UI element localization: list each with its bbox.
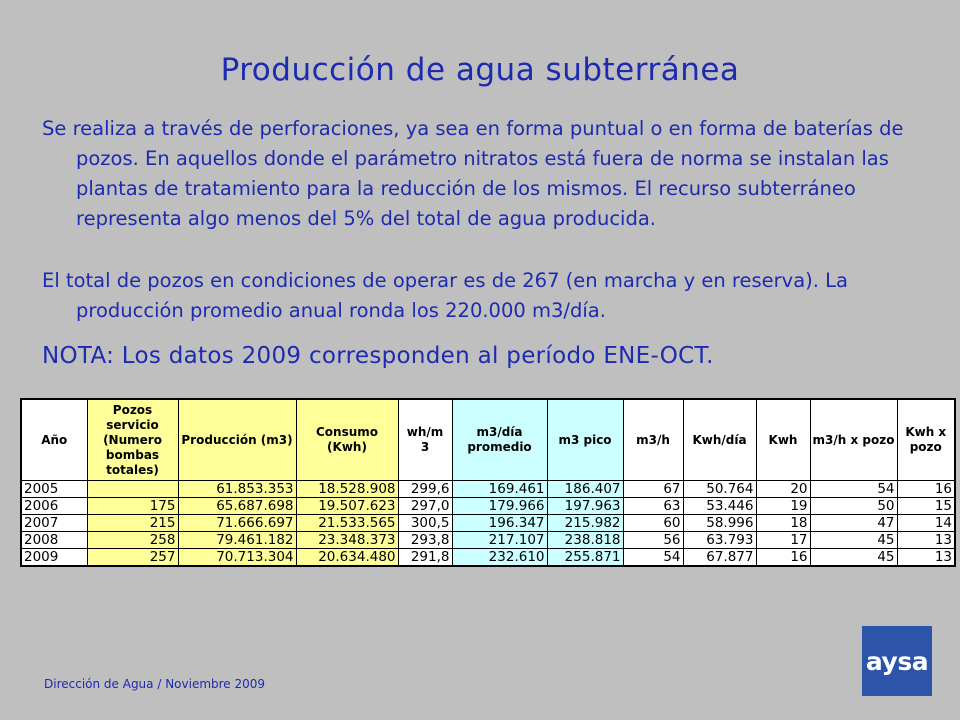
table-cell: 232.610 [452,549,547,567]
table-cell: 257 [87,549,178,567]
table-cell: 65.687.698 [178,498,296,515]
table-cell: 56 [623,532,683,549]
header-m3-pico: m3 pico [547,399,623,481]
intro-paragraph: Se realiza a través de perforaciones, ya sea en forma puntual o en forma de baterías de pozos. En aquellos donde el parámetro nitratos está fuera de norma se instalan las plantas de tratamiento para la reducción de los mismos. El recurso subterráneo representa algo menos del 5% del total de agua producida. [42,117,904,230]
page-title: Producción de agua subterránea [220,52,740,88]
table-row [21,549,955,567]
table-cell: 61.853.353 [178,481,296,498]
table-cell: 53.446 [683,498,756,515]
production-table [20,398,956,567]
table-cell: 47 [810,515,897,532]
table-cell: 2008 [21,532,87,549]
table-cell: 217.107 [452,532,547,549]
table-cell: 63.793 [683,532,756,549]
table-cell: 20.634.480 [296,549,398,567]
header-kwh: Kwh [756,399,810,481]
header-consumo: Consumo (Kwh) [296,399,398,481]
table-header-row [21,399,955,481]
table-cell: 50.764 [683,481,756,498]
table-cell: 291,8 [398,549,452,567]
table-cell: 54 [623,549,683,567]
table-cell: 17 [756,532,810,549]
table-cell: 258 [87,532,178,549]
table-cell: 20 [756,481,810,498]
table-cell: 15 [897,498,955,515]
table-cell: 297,0 [398,498,452,515]
table-cell: 197.963 [547,498,623,515]
header-m3-h: m3/h [623,399,683,481]
table-cell: 2006 [21,498,87,515]
table-row [21,481,955,498]
table-cell: 293,8 [398,532,452,549]
table-cell: 13 [897,549,955,567]
header-pozos: Pozos servicio (Numero bombas totales) [87,399,178,481]
table-cell: 23.348.373 [296,532,398,549]
table-cell: 179.966 [452,498,547,515]
table-cell: 45 [810,532,897,549]
table-row [21,515,955,532]
table-cell: 71.666.697 [178,515,296,532]
table-cell: 79.461.182 [178,532,296,549]
table-row [21,498,955,515]
table-cell: 19 [756,498,810,515]
header-wh-m3: wh/m 3 [398,399,452,481]
table-cell: 175 [87,498,178,515]
header-m3-dia: m3/día promedio [452,399,547,481]
header-kwh-dia: Kwh/día [683,399,756,481]
table-cell: 50 [810,498,897,515]
table-cell: 16 [897,481,955,498]
header-m3h-pozo: m3/h x pozo [810,399,897,481]
table-cell: 18 [756,515,810,532]
table-cell: 215 [87,515,178,532]
table-cell: 18.528.908 [296,481,398,498]
table-cell [87,481,178,498]
table-cell: 169.461 [452,481,547,498]
table-cell: 54 [810,481,897,498]
table-cell: 14 [897,515,955,532]
wells-paragraph: El total de pozos en condiciones de operar es de 267 (en marcha y en reserva). La producción promedio anual ronda los 220.000 m3/día. [42,269,848,322]
table-cell: 70.713.304 [178,549,296,567]
table-cell: 63 [623,498,683,515]
footer-text: Dirección de Agua / Noviembre 2009 [44,677,266,691]
aysa-logo: aysa [862,626,932,696]
table-cell: 238.818 [547,532,623,549]
table-cell: 196.347 [452,515,547,532]
table-cell: 299,6 [398,481,452,498]
table-cell: 21.533.565 [296,515,398,532]
table-cell: 67 [623,481,683,498]
table-cell: 255.871 [547,549,623,567]
table-cell: 67.877 [683,549,756,567]
note-text: NOTA: Los datos 2009 corresponden al período ENE-OCT. [42,343,714,369]
table-cell: 19.507.623 [296,498,398,515]
table-cell: 13 [897,532,955,549]
table-cell: 2009 [21,549,87,567]
table-cell: 2005 [21,481,87,498]
table-cell: 45 [810,549,897,567]
table-cell: 186.407 [547,481,623,498]
table-cell: 16 [756,549,810,567]
table-cell: 60 [623,515,683,532]
table-row [21,532,955,549]
header-produccion: Producción (m3) [178,399,296,481]
table-cell: 2007 [21,515,87,532]
header-anio: Año [21,399,87,481]
header-kwh-pozo: Kwh x pozo [897,399,955,481]
table-cell: 300,5 [398,515,452,532]
table-cell: 215.982 [547,515,623,532]
table-cell: 58.996 [683,515,756,532]
